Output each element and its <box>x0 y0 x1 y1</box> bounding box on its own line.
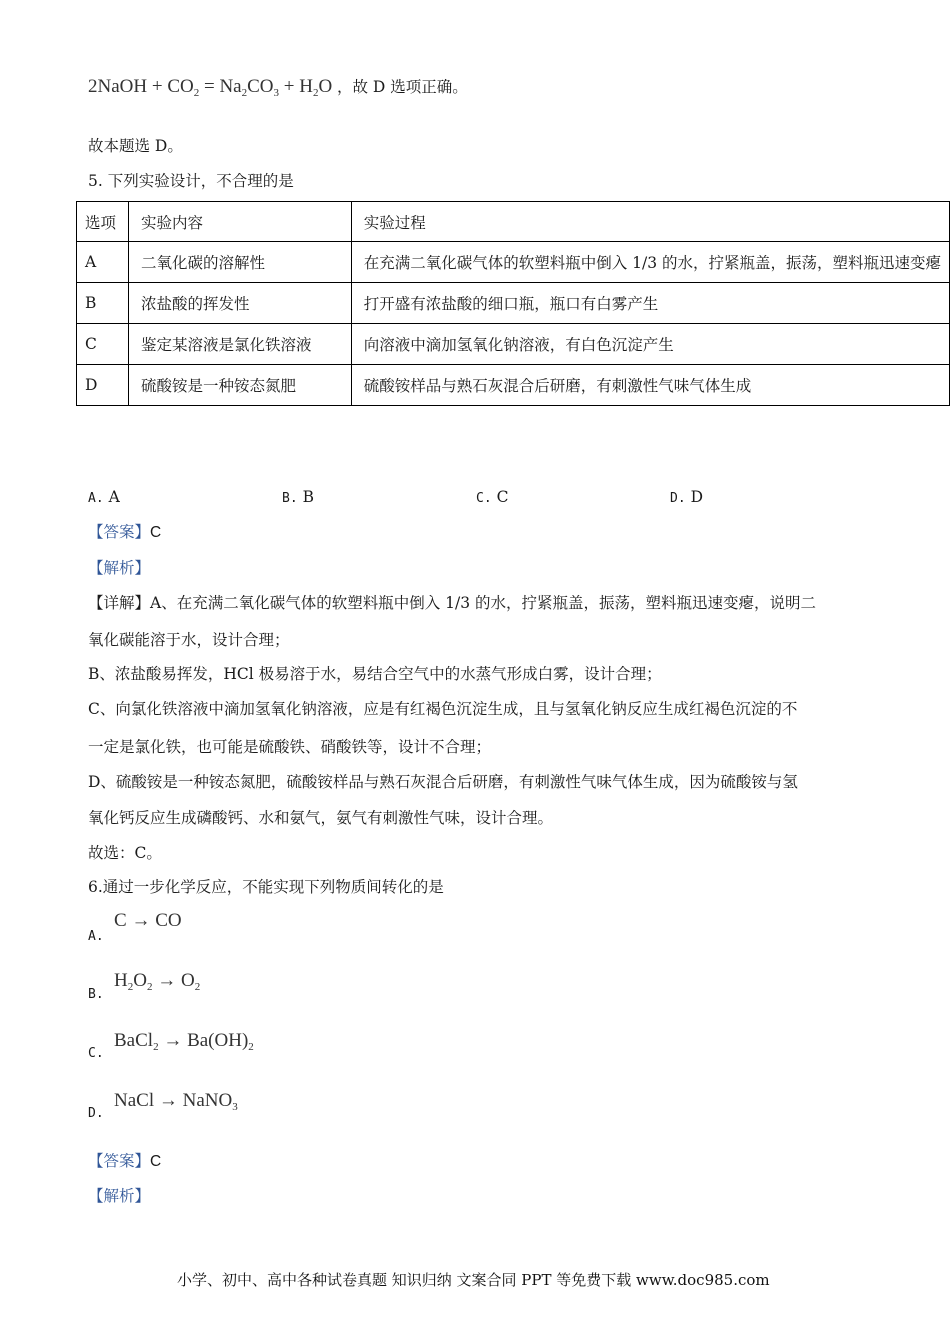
q6-formula-a: C → CO <box>114 910 182 931</box>
table-row <box>77 365 950 406</box>
q5-detail-line-7: 氧化钙反应生成磷酸钙、水和氨气，氨气有刺激性气味，设计合理。 <box>88 809 554 827</box>
q5-detail-line-4: C、向氯化铁溶液中滴加氢氧化钠溶液，应是有红褐色沉淀生成，且与氢氧化钠反应生成红褐色沉淀的不 <box>88 700 798 718</box>
q5-detail-line-1: 【详解】A、在充满二氧化碳气体的软塑料瓶中倒入 1/3 的水，拧紧瓶盖，振荡，塑料瓶迅速变瘪，说明二 <box>88 594 817 612</box>
q5-detail-line-5: 一定是氯化铁，也可能是硫酸铁、硝酸铁等，设计不合理； <box>88 738 492 756</box>
header-process: 实验过程 <box>351 202 949 242</box>
row-process: 硫酸铵样品与熟石灰混合后研磨，有刺激性气味气体生成 <box>351 365 949 406</box>
q6-answer <box>88 1151 161 1172</box>
row-option: D <box>77 365 129 406</box>
answer-tag: 【答案】 <box>88 523 151 541</box>
q6-formula-c: BaCl$_2$ → $Ba(OH)_2$ <box>114 1030 254 1053</box>
row-option: C <box>77 324 129 365</box>
top-formula-line <box>88 76 468 99</box>
q6-formula-d: NaCl → NaNO$_3$ <box>114 1090 238 1113</box>
q5-answer <box>88 522 161 543</box>
q5-option-d[interactable]: D. D <box>670 488 704 506</box>
row-content: 硫酸铵是一种铵态氮肥 <box>128 365 351 406</box>
row-process: 在充满二氧化碳气体的软塑料瓶中倒入 1/3 的水，拧紧瓶盖，振荡，塑料瓶迅速变瘪 <box>351 242 949 283</box>
row-option: A <box>77 242 129 283</box>
table-row <box>77 242 950 283</box>
q5-detail-line-8: 故选：C。 <box>88 844 162 862</box>
row-process: 向溶液中滴加氢氧化钠溶液，有白色沉淀产生 <box>351 324 949 365</box>
q5-table <box>76 201 950 406</box>
q5-analysis-tag: 【解析】 <box>88 559 151 577</box>
q4-conclusion: 故本题选 D。 <box>88 137 183 155</box>
table-header-row <box>77 202 950 242</box>
page-footer: 小学、初中、高中各种试卷真题 知识归纳 文案合同 PPT 等免费下载 www.doc985.com <box>177 1271 770 1289</box>
q6-title: 6.通过一步化学反应，不能实现下列物质间转化的是 <box>88 878 444 896</box>
q5-option-c[interactable]: C. C <box>476 488 509 506</box>
q5-detail-line-6: D、硫酸铵是一种铵态氮肥，硫酸铵样品与熟石灰混合后研磨，有刺激性气味气体生成，因为硫酸铵与氢 <box>88 773 798 791</box>
q5-option-a[interactable]: A. A <box>88 488 120 506</box>
q5-detail-line-2: 氧化碳能溶于水，设计合理； <box>88 631 290 649</box>
header-option: 选项 <box>77 202 129 242</box>
q6-analysis-tag: 【解析】 <box>88 1187 151 1205</box>
row-content: 二氧化碳的溶解性 <box>128 242 351 283</box>
header-content: 实验内容 <box>128 202 351 242</box>
answer-value: C <box>150 1153 162 1170</box>
q5-detail-line-3: B、浓盐酸易挥发，HCl 极易溶于水，易结合空气中的水蒸气形成白雾，设计合理； <box>88 665 662 683</box>
formula-naoh-co2: 2NaOH + $CO_2 = Na_2CO_3 + H_2O$ <box>88 76 333 99</box>
table-row <box>77 283 950 324</box>
answer-value: C <box>150 524 162 541</box>
row-process: 打开盛有浓盐酸的细口瓶，瓶口有白雾产生 <box>351 283 949 324</box>
table-row <box>77 324 950 365</box>
q6-formula-b: $H_2O_2 \to O_2$ <box>114 970 201 993</box>
detail-tag: 【详解】 <box>88 594 151 612</box>
formula-tail-text: ，故 D 选项正确。 <box>336 78 468 96</box>
row-content: 鉴定某溶液是氯化铁溶液 <box>128 324 351 365</box>
q5-option-b[interactable]: B. B <box>282 488 314 506</box>
answer-tag: 【答案】 <box>88 1152 151 1170</box>
row-option: B <box>77 283 129 324</box>
q5-title: 5. 下列实验设计，不合理的是 <box>88 172 294 190</box>
row-content: 浓盐酸的挥发性 <box>128 283 351 324</box>
